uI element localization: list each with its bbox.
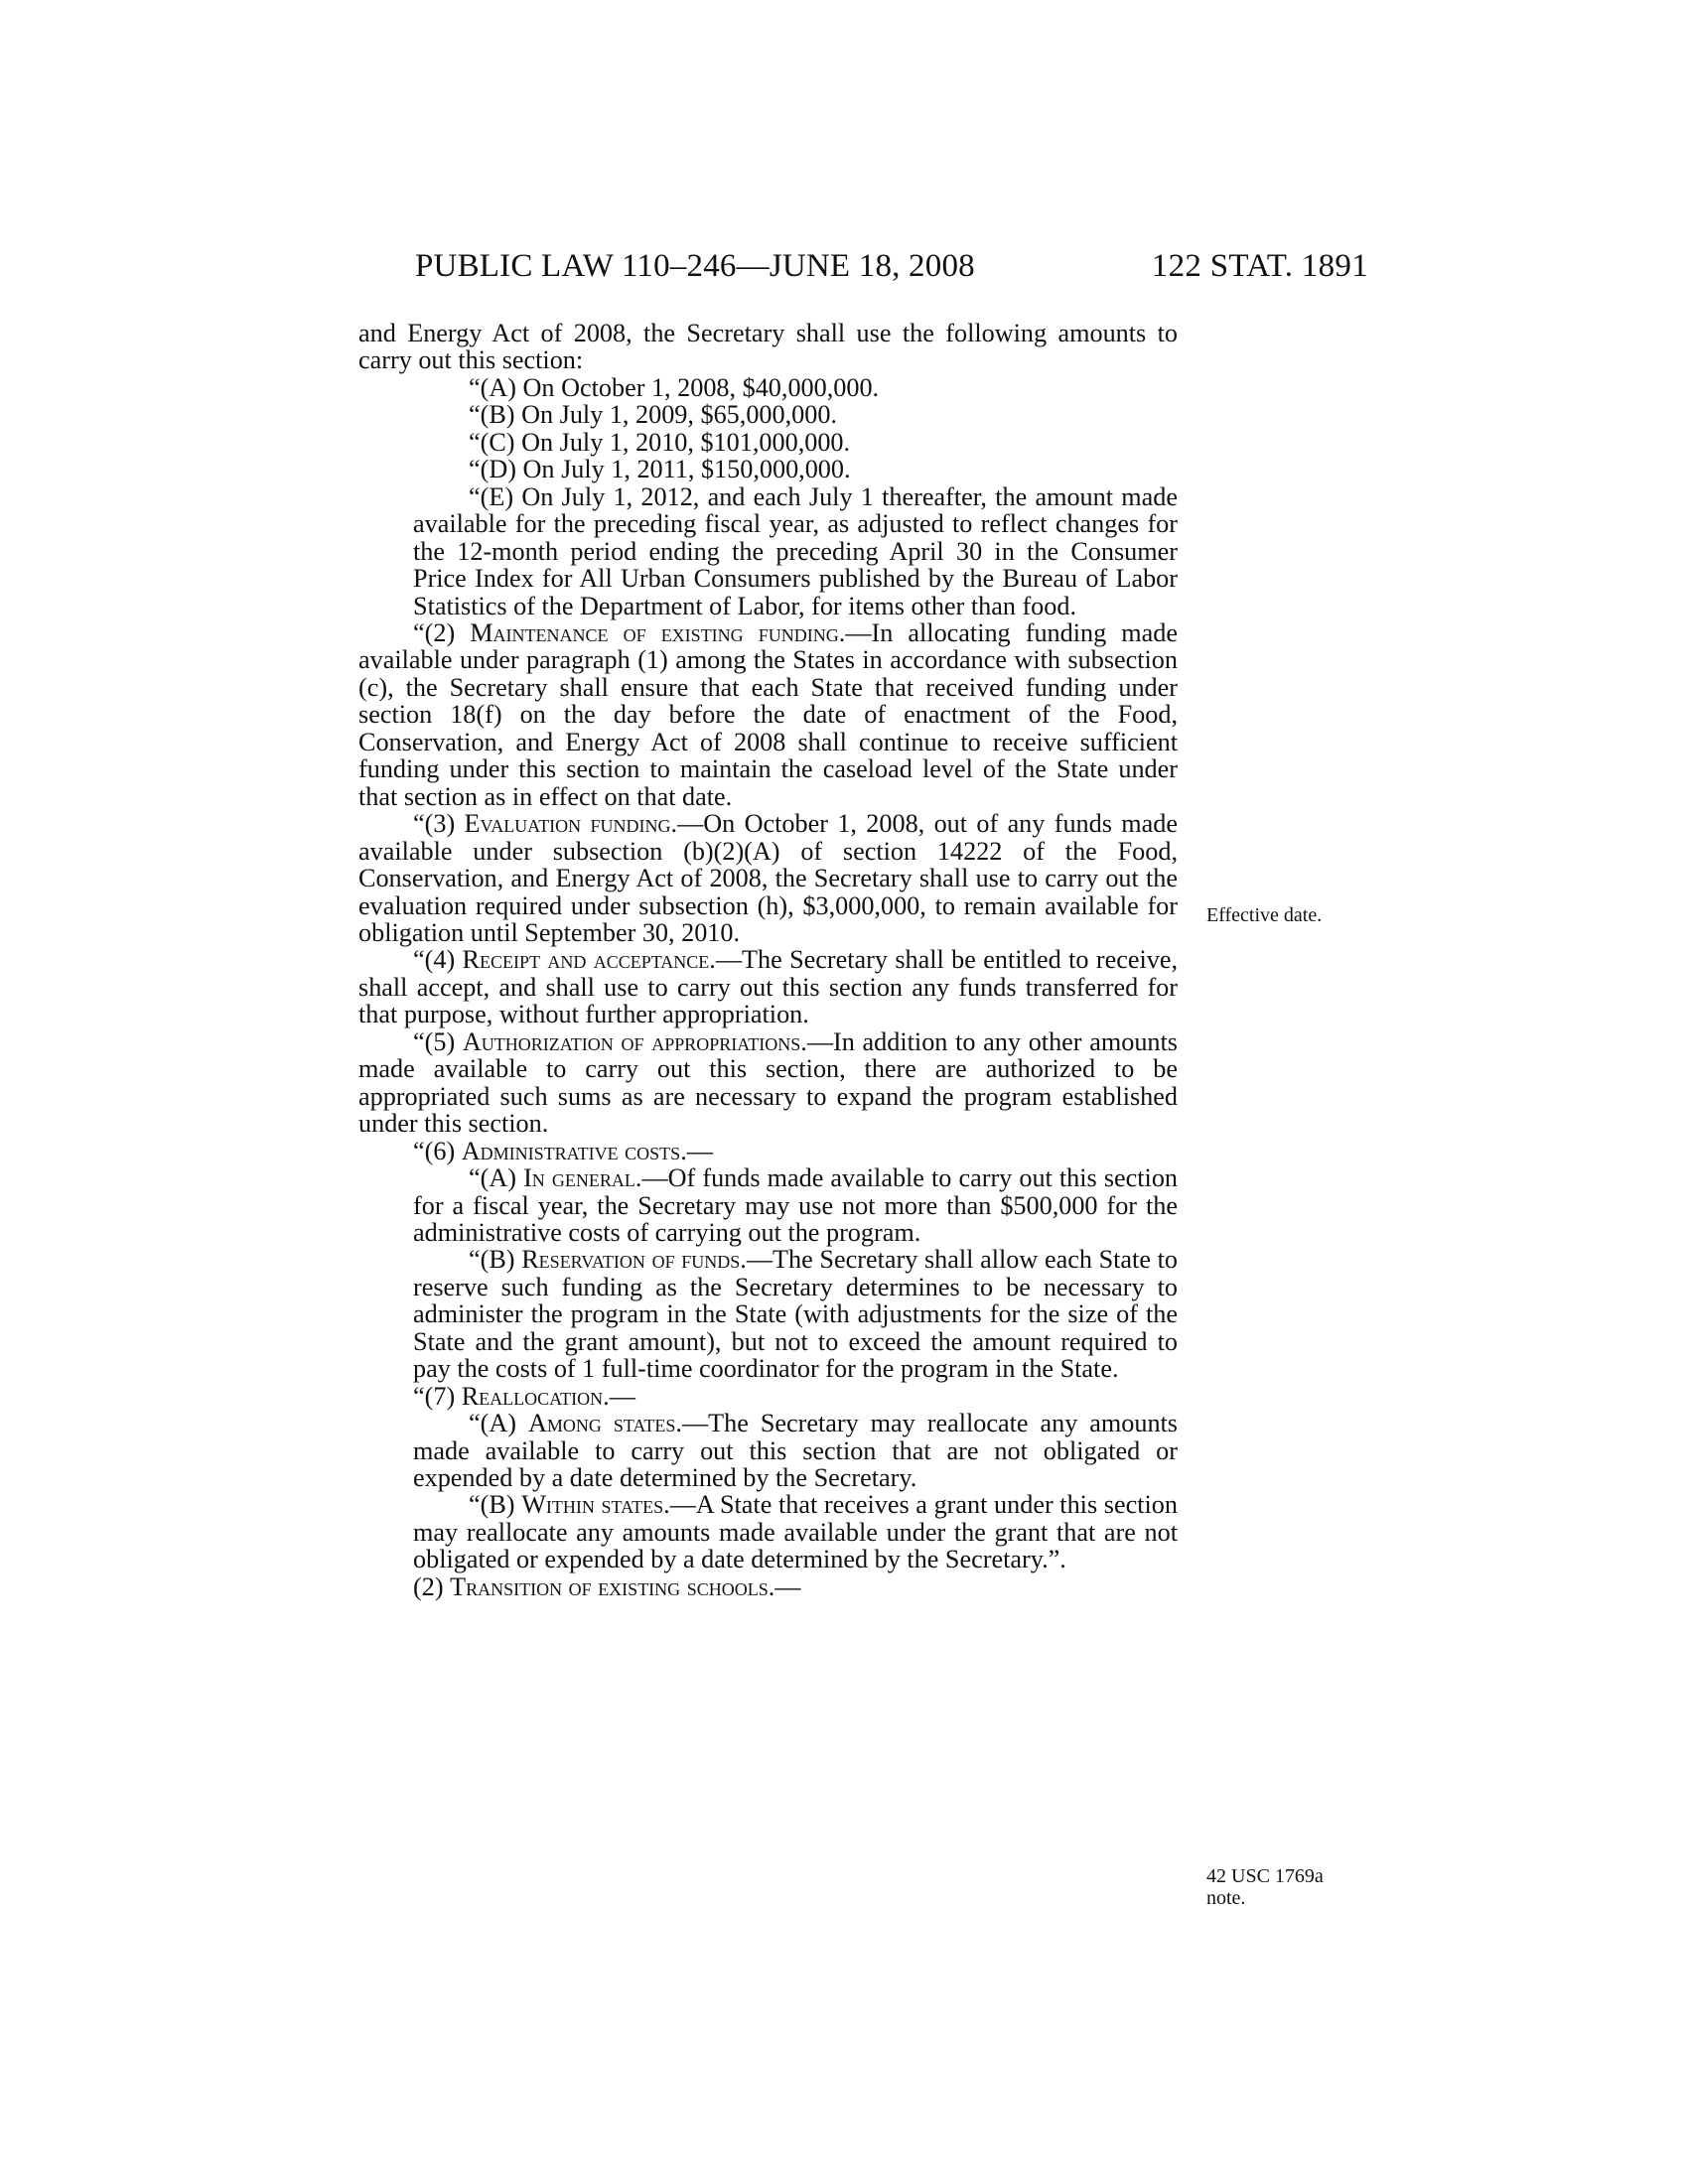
paragraph-3-text: .—On October 1, 2008, out of any funds made available under subsection (b)(2)(A) of section 14222 of the Food, Conservation, and Energy Act of 2008, the Secretary shall use to carry out the evaluation required under subsection (h), $3,000,000, to remain available for obligation until September 30, 2010. — [358, 809, 1178, 947]
paragraph-4-number: “(4) — [413, 945, 463, 975]
paragraph-6-heading: Administrative costs — [461, 1136, 681, 1165]
paragraph-6-number: “(6) — [413, 1136, 462, 1165]
paragraph-5-text: .—In addition to any other amounts made available to carry out this section, there are authorized to be appropriated such sums as are necessary to expand the program established under this section. — [358, 1026, 1178, 1139]
subparagraph-7a-number: “(A) — [469, 1409, 528, 1438]
subparagraph-6b-number: “(B) — [469, 1245, 522, 1275]
paragraph-2-text: .—In allocating funding made available under paragraph (1) among the States in accordance with subsection (c), the Secretary shall ensure that each State that received funding under section 18(f) on the day before the date of enactment of the Food, Conservation, and Energy Act of 2008 shall continue to receive sufficient funding under this section to maintain the caseload level of the State under that section as in effect on that date. — [358, 617, 1178, 811]
paragraph-2-heading: Maintenance of existing funding — [470, 617, 839, 647]
amount-item-c: “(C) On July 1, 2010, $101,000,000. — [469, 427, 851, 457]
transition-heading: Transition of existing schools — [450, 1571, 769, 1601]
subparagraph-7a-heading: Among states — [527, 1409, 676, 1438]
paragraph-7-number: “(7) — [413, 1381, 462, 1411]
subparagraph-7b-text: .—A State that receives a grant under this section may reallocate any amounts made available under the grant that are not obligated or expended by a date determined by the Secretary.”. — [413, 1490, 1178, 1574]
margin-note-effective-date: Effective date. — [1206, 904, 1323, 926]
header-statute-page: 122 STAT. 1891 — [1151, 248, 1368, 284]
paragraph-2-number: “(2) — [413, 617, 471, 647]
paragraph-2-maintenance — [358, 619, 1178, 810]
paragraph-6-text: .— — [680, 1136, 713, 1165]
paragraph-3-heading: Evaluation funding — [464, 809, 671, 839]
subparagraph-7a — [358, 1410, 1178, 1491]
margin-note-usc-line1: 42 USC 1769a — [1206, 1865, 1324, 1887]
paragraph-6-administrative — [358, 1138, 1178, 1164]
amount-item-d: “(D) On July 1, 2011, $150,000,000. — [469, 455, 851, 484]
paragraph-7-text: .— — [603, 1381, 635, 1411]
subparagraph-6b-text: .—The Secretary shall allow each State to reserve such funding as the Secretary determines to be necessary to administer the program in the State (with adjustments for the size of the State and the grant amount), but not to exceed the amount required to pay the costs of 1 full-time coordinator for the program in the State. — [413, 1245, 1178, 1384]
amount-item-b: “(B) On July 1, 2009, $65,000,000. — [469, 400, 837, 430]
paragraph-7-reallocation — [358, 1383, 1178, 1410]
paragraph-5-authorization — [358, 1028, 1178, 1138]
paragraph-5-number: “(5) — [413, 1026, 463, 1056]
subparagraph-7b-heading: Within states — [521, 1490, 664, 1520]
paragraph-7-heading: Reallocation — [461, 1381, 604, 1411]
subparagraph-7a-text: .—The Secretary may reallocate any amounts made available to carry out this section that are not obligated or expended by a date determined by the Secretary. — [413, 1409, 1178, 1493]
subparagraph-7b — [358, 1491, 1178, 1572]
paragraph-3-number: “(3) — [413, 809, 465, 839]
statute-text — [358, 320, 1178, 1600]
subparagraph-6a-heading: In general — [523, 1163, 635, 1193]
transition-number: (2) — [413, 1571, 451, 1601]
intro-paragraph: and Energy Act of 2008, the Secretary shall use the following amounts to carry out this section: — [358, 319, 1178, 375]
subparagraph-6b — [358, 1246, 1178, 1382]
paragraph-4-text: .—The Secretary shall be entitled to receive, shall accept, and shall use to carry out this section any funds transferred for that purpose, without further appropriation. — [358, 945, 1179, 1029]
subparagraph-7b-number: “(B) — [469, 1490, 522, 1520]
header-public-law: PUBLIC LAW 110–246—JUNE 18, 2008 — [415, 248, 975, 284]
margin-note-usc-line2: note. — [1206, 1887, 1246, 1909]
running-header — [415, 246, 1368, 286]
transition-text: .— — [768, 1571, 801, 1601]
subparagraph-6a — [358, 1164, 1178, 1246]
margin-note-usc — [1206, 1865, 1365, 1909]
subparagraph-6a-number: “(A) — [469, 1163, 524, 1193]
paragraph-5-heading: Authorization of appropriations — [462, 1026, 801, 1056]
paragraph-4-heading: Receipt and acceptance — [462, 945, 710, 975]
amount-item-a: “(A) On October 1, 2008, $40,000,000. — [469, 372, 880, 402]
paragraph-3-evaluation — [358, 810, 1178, 946]
paragraph-4-receipt — [358, 946, 1178, 1027]
transition-paragraph-2 — [358, 1573, 1178, 1600]
amount-item-e: “(E) On July 1, 2012, and each July 1 thereafter, the amount made available for the preceding fiscal year, as adjusted to reflect changes for the 12-month period ending the preceding April 30 in the Consumer Price Index for All Urban Consumers published by the Bureau of Labor Statistics of the Department of Labor, for items other than food. — [413, 481, 1178, 620]
subparagraph-6a-text: .—Of funds made available to carry out this section for a fiscal year, the Secretary may use not more than $500,000 for the administrative costs of carrying out the program. — [413, 1163, 1179, 1247]
subparagraph-6b-heading: Reservation of funds — [521, 1245, 741, 1275]
